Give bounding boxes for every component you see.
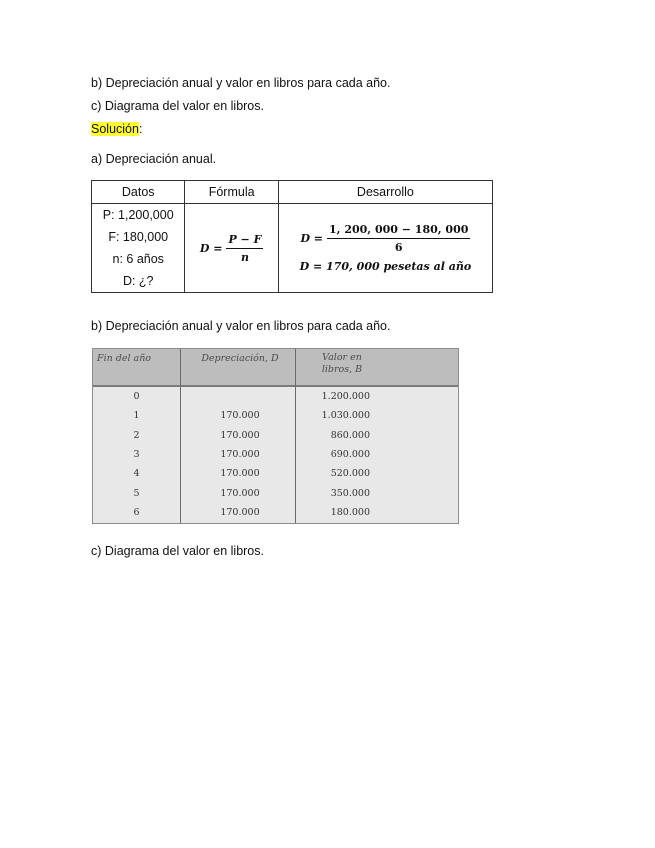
table-row (93, 445, 458, 464)
solution-heading (91, 121, 142, 137)
book-value-cell: 180.000 (330, 506, 370, 518)
year-cell: 5 (133, 487, 140, 499)
formula-table (91, 180, 493, 293)
book-value-cell: 350.000 (330, 487, 370, 499)
datos-f: F: 180,000 (108, 229, 169, 244)
table-row (93, 426, 458, 445)
formula-cell (185, 204, 278, 293)
desarrollo-denominator: 6 (394, 241, 403, 254)
depreciation-cell: 170.000 (220, 468, 260, 480)
formula-table-body-row (92, 204, 493, 293)
book-value-cell: 860.000 (330, 429, 370, 441)
formula-denominator: n (240, 250, 249, 264)
table-row (93, 406, 458, 425)
desarrollo-result-value: D = 170, 000 (299, 260, 380, 273)
section-c-heading: c) Diagrama del valor en libros. (91, 544, 264, 558)
desarrollo-lhs: D = (300, 232, 324, 245)
book-value-cell: 1.200.000 (321, 391, 370, 402)
desarrollo-result-unit: pesetas al año (383, 260, 472, 273)
section-a-heading: a) Depreciación anual. (91, 152, 217, 166)
formula-fraction (226, 233, 263, 264)
solution-label: Solución (91, 122, 139, 136)
table-row (93, 503, 458, 522)
desarrollo-fraction (327, 223, 470, 254)
depreciation-cell: 170.000 (220, 487, 260, 499)
desarrollo-equation (300, 223, 470, 254)
depreciation-cell: 170.000 (220, 506, 260, 518)
book-value-cell: 520.000 (330, 468, 370, 480)
year-cell: 1 (133, 410, 140, 422)
header-desarrollo: Desarrollo (278, 181, 492, 204)
table-row (93, 464, 458, 483)
datos-p: P: 1,200,000 (102, 207, 174, 222)
desarrollo-block (279, 223, 492, 273)
header-depreciation: Depreciación, D (201, 353, 279, 364)
depreciation-table-header (93, 349, 458, 387)
year-cell: 0 (133, 391, 140, 402)
datos-n: n: 6 años (112, 251, 164, 266)
desarrollo-numerator: 1, 200, 000 − 180, 000 (327, 223, 470, 239)
depreciation-table (92, 348, 459, 524)
year-cell: 3 (133, 448, 140, 460)
depreciation-cell: 170.000 (220, 448, 260, 460)
item-c-text: c) Diagrama del valor en libros. (91, 99, 264, 113)
formula-equation (200, 233, 264, 264)
year-cell: 4 (133, 468, 140, 480)
table-row (93, 484, 458, 503)
datos-cell (92, 204, 185, 293)
book-value-cell: 1.030.000 (321, 410, 370, 422)
formula-numerator: P − F (226, 233, 263, 249)
section-b-heading: b) Depreciación anual y valor en libros para cada año. (91, 319, 391, 333)
table-row (93, 387, 458, 406)
header-year: Fin del año (97, 353, 152, 364)
book-value-cell: 690.000 (330, 448, 370, 460)
item-b-text: b) Depreciación anual y valor en libros para cada año. (91, 76, 391, 90)
desarrollo-cell (278, 204, 492, 293)
formula-table-header-row (92, 181, 493, 204)
header-formula: Fórmula (185, 181, 278, 204)
formula-lhs: D = (199, 241, 223, 255)
desarrollo-result (300, 260, 472, 273)
year-cell: 2 (133, 429, 140, 441)
solution-colon: : (138, 122, 143, 136)
header-value-line1: Valor en (322, 352, 362, 363)
header-datos: Datos (92, 181, 185, 204)
header-value-line2: libros, B (321, 364, 363, 375)
depreciation-cell: 170.000 (220, 410, 260, 422)
datos-d: D: ¿? (122, 273, 154, 288)
year-cell: 6 (133, 506, 140, 518)
depreciation-cell: 170.000 (220, 429, 260, 441)
